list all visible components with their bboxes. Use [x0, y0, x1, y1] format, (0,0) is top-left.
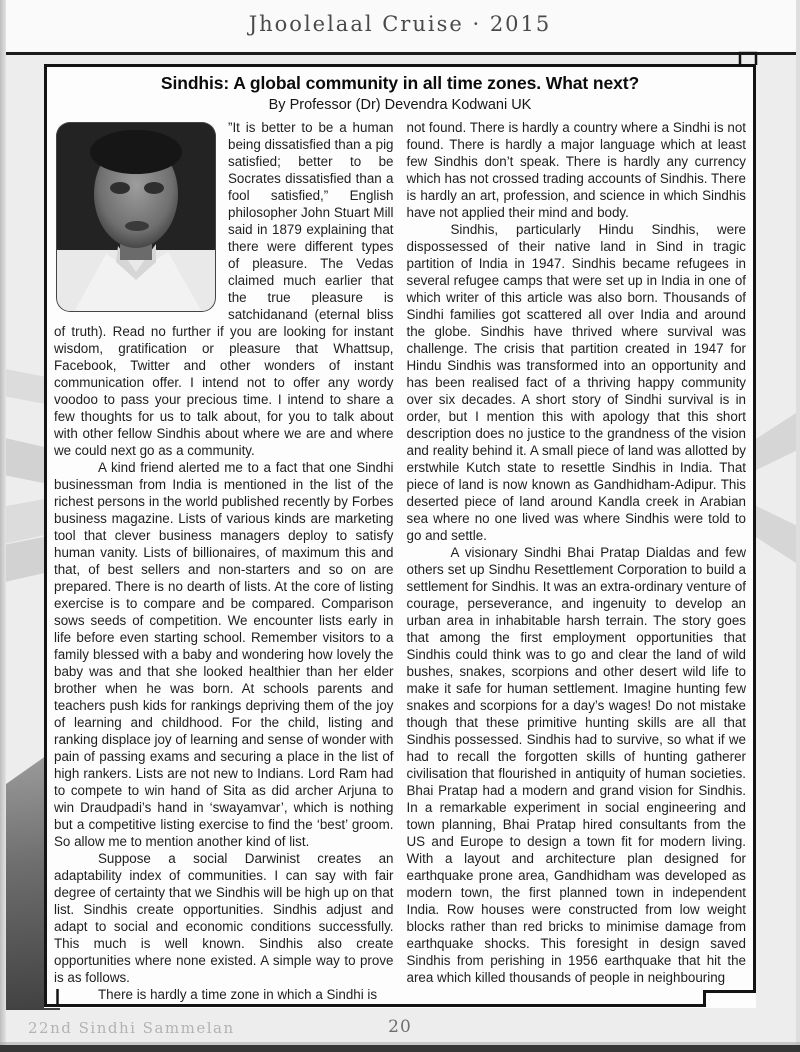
article-frame [44, 64, 756, 1008]
scan-edge-bottom [0, 1045, 800, 1052]
paragraph: There is hardly a time zone in which a Sindhi is [98, 987, 378, 1002]
paragraph: not found. There is hardly a country where a Sindhi is not found. There is hardly a major language which at least few Sindhis don’t speak. There is hardly any currency which has not crossed trading accounts of Sindhis. There is hardly an art, profession, and science in which Sindhis have not applied their mind and body. [406, 120, 746, 220]
article-byline: By Professor (Dr) Devendra Kodwani UK [268, 97, 532, 113]
scan-edge-left [0, 0, 6, 1052]
paragraph-text: ”It is better to be a human being dissatisfied than a pig satisfied; better to be Socrates dissatisfied than a fool satisfied,” English philosopher John Stuart Mill said in 1879 explaining that there were different types of pleasure. The Vedas claimed much earlier that the true pleasure is satchidanand (eternal bliss of truth). Read no further if you are looking for instant wisdom, gratification or pleasure that Whattsup, Facebook, Twitter and other wonders of instant communication offer. I intend not to offer any wordy voodoo to pass your precious time. I intend to share a few thoughts for us to talk about, for you to talk about with other fellow Sindhis about where we are and where we could next go as a community. [54, 120, 394, 458]
paragraph: A visionary Sindhi Bhai Pratap Dialdas and few others set up Sindhu Resettlement Corporation to build a settlement for Sindhis. It was an extra-ordinary venture of courage, perseverance, and ingenuity to develop an urban area in inhabitable harsh terrain. The story goes that among the first employment opportunities that Sindhis could think was to go and clear the land of wild bushes, snakes, scorpions and other desert wild life to make it safe for human settlement. Imagine hunting few snakes and scorpions for a day’s wages! Do not mistake though that these primitive hunting skills are all that Sindhis possessed. Sindhis had to survive, so what if we had to recall the forgotten skills of hunting gatherer civilisation that flourished in antiquity of human societies. Bhai Pratap had a modern and grand vision for Sindhis. In a remarkable experiment in social engineering and town planning, Bhai Pratap hired consultants from the US and Europe to design a town fit for modern living. With a layout and architecture plan designed for earthquake prone area, Gandhidham was developed as modern town, the first planned town in independent India. Row houses were constructed from low weight blocks rather than red bricks to minimise damage from earthquake shocks. This foresight in design saved Sindhis from perishing in 1956 earthquake that hit the area which killed thousands of people in neighbouring [406, 545, 746, 985]
scan-edge-right [796, 0, 800, 1052]
column-left [54, 119, 394, 1003]
article-columns [52, 119, 748, 1003]
footer-publication: 22nd Sindhi Sammelan [28, 1019, 235, 1037]
author-photo [56, 122, 216, 312]
paragraph: Sindhis, particularly Hindu Sindhis, were dispossessed of their native land in Sind in tragic partition of India in 1947. Sindhis became refugees in several refugee camps that were set up in India in one of which writer of this article was also born. Thousands of Sindhi families got scattered all over India and around the globe. Sindhis have thrived where survival was challenge. The crisis that partition created in 1947 for Hindu Sindhis was transformed into an opportunity and has been realised fact of a thriving happy community over six decades. A short story of Sindhi survival is in order, but I mention this with apology that this short description does no justice to the grandness of the vision and reality behind it. A small piece of land was allotted by erstwhile Kutch state to resettle Sindhis in India. That piece of land is now known as Gandhidham-Adipur. This deserted piece of land around Kandla creek in Arabian sea where no one lived was where Sindhis were told to go and settle. [406, 222, 746, 543]
paragraph: A kind friend alerted me to a fact that one Sindhi businessman from India is mentioned in the list of the richest persons in the world published recently by Forbes business magazine. Lists of various kinds are marketing tool that clever business managers deploy to satisfy human vanity. Lists of billionaires, of maximum this and that, of best sellers and non-starters and so on are prepared. There is no dearth of lists. At the core of listing exercise is to compare and be compared. Comparison sows seeds of competition. We encounter lists early in life before even starting school. Remember visitors to a family blessed with a baby and wondering how lovely the baby was and that she looked healthier than her elder brother when he was born. At schools parents and teachers push kids for rankings depriving them of the joy of learning and childhood. For the child, listing and ranking displace joy of learning and sense of wonder with pain of passing exams and securing a place in the list of high rankers. Lists are not new to Indians. Lord Ram had to compete to win hand of Sita as did archer Arjuna to win Draudpadi’s hand in ‘swayamvar’, which is nothing but a competitive listing exercise to find the ‘best’ groom. So allow me to mention another kind of list. [54, 460, 394, 849]
paragraph [54, 119, 394, 459]
header-title: Jhoolelaal Cruise · 2015 [248, 12, 552, 36]
article-title: Sindhis: A global community in all time zones. What next? [160, 73, 640, 93]
column-right [407, 119, 747, 1003]
paragraph: Suppose a social Darwinist creates an adaptability index of communities. I can say with fair degree of certainty that we Sindhis will be high up on that list. Sindhis create opportunities. Sindhis adjust and adapt to social and economic conditions successfully. This much is well known. Sindhis also create opportunities where none existed. A simple way to prove is as follows. [54, 851, 394, 985]
page-number: 20 [388, 1017, 412, 1037]
header-rule [6, 52, 800, 55]
